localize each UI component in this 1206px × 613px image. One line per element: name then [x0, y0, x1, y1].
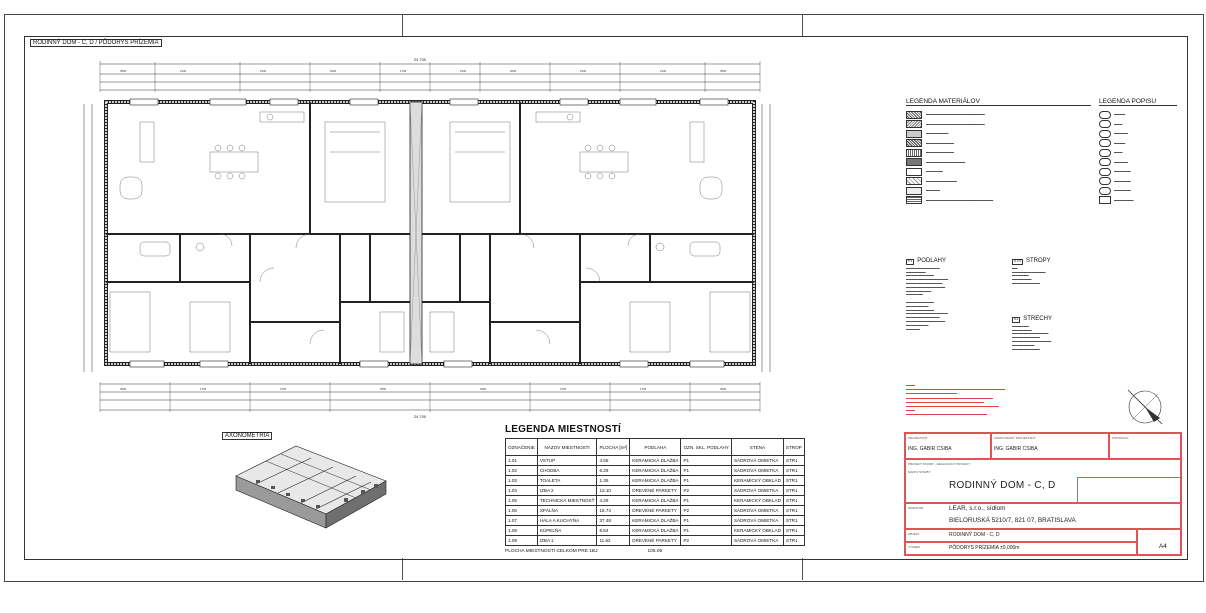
building-name: RODINNÝ DOM - C, D — [949, 480, 1056, 491]
legend-item — [1099, 196, 1177, 206]
table-cell: P1 — [681, 456, 731, 466]
table-cell: 1.03 — [506, 476, 538, 486]
svg-text:1500: 1500 — [460, 69, 467, 73]
hatch-swatch — [906, 177, 922, 185]
svg-text:2600: 2600 — [510, 69, 517, 73]
review-label: KONTROLA — [1112, 436, 1129, 440]
table-cell: KERAMICKÁ DLAŽBA — [630, 526, 681, 536]
table-cell: STR1 — [783, 466, 804, 476]
stage-label: PROJEKT STAVBY - REALIZAČNÝ PROJEKT — [908, 462, 971, 466]
table-cell: SÁDROVÁ OMIETKA — [731, 536, 783, 546]
circle-symbol-icon — [1099, 139, 1111, 147]
fold-mark — [802, 14, 803, 36]
table-row — [506, 526, 805, 536]
legend-item — [906, 110, 1091, 120]
table-cell: 4.29 — [597, 496, 630, 506]
table-cell: 4.65 — [597, 456, 630, 466]
table-row — [506, 516, 805, 526]
investor-line2: BIELORUSKÁ 5210/7, 821 07, BRATISLAVA — [949, 517, 1076, 524]
circle-symbol-icon — [1099, 149, 1111, 157]
col-header: STENA — [731, 439, 783, 456]
table-cell: 12.10 — [597, 486, 630, 496]
room-total — [505, 549, 795, 554]
col-header: NÁZOV MIESTNOSTI — [537, 439, 597, 456]
circle-symbol-icon — [1099, 120, 1111, 128]
legend-text-lines: ▬▬▬▬▬▬▬▬▬▬▬▬▬▬▬▬▬▬▬▬▬ — [926, 121, 985, 126]
sheet-format: A4 — [1159, 543, 1167, 550]
circle-symbol-icon — [1099, 158, 1111, 166]
circle-symbol-icon — [1099, 187, 1111, 195]
table-cell: 1.05 — [506, 496, 538, 506]
table-cell: SPÁLŇA — [537, 506, 597, 516]
col-header: OZN. SKL. PODLAHY — [681, 439, 731, 456]
table-row — [506, 466, 805, 476]
legend-item — [906, 139, 1091, 149]
table-cell: P2 — [681, 506, 731, 516]
building-label: NÁZOV STAVBY — [908, 470, 931, 474]
designer-value: ING. GABIR CSIBA — [908, 446, 952, 452]
svg-text:2550: 2550 — [480, 387, 487, 391]
legend-text-lines: ▬▬▬ — [1114, 150, 1123, 155]
table-cell: TECHNICKÁ MIESTNOSŤ — [537, 496, 597, 506]
legend-item — [1099, 139, 1177, 149]
table-cell: SÁDROVÁ OMIETKA — [731, 506, 783, 516]
circle-symbol-icon — [1099, 168, 1111, 176]
circle-symbol-icon — [1099, 130, 1111, 138]
legend-item — [906, 167, 1091, 177]
drawing-name-value: PÔDORYS PRÍZEMIA ±0,000m — [949, 545, 1020, 551]
floors-spec — [906, 259, 1001, 331]
legend-text-lines: ▬▬▬▬▬▬▬▬▬▬ — [926, 140, 954, 145]
ceilings-title: STROPY — [1026, 258, 1051, 264]
legend-item — [1099, 158, 1177, 168]
table-cell: STR1 — [783, 476, 804, 486]
table-cell: KERAMICKÁ DLAŽBA — [630, 496, 681, 506]
table-cell: DREVENÉ PARKETY — [630, 506, 681, 516]
table-cell: KERAMICKÁ DLAŽBA — [630, 476, 681, 486]
table-cell: STR1 — [783, 506, 804, 516]
legend-text-lines: ▬▬▬▬▬▬ — [926, 169, 943, 174]
title-block — [904, 432, 1182, 556]
svg-text:2550: 2550 — [380, 387, 387, 391]
roofs-spec — [1012, 317, 1100, 351]
room-total-label: PLOCHA MIESTNOSTÍ CELKOM PRE 1BJ — [505, 549, 598, 554]
table-cell: TOALETA — [537, 476, 597, 486]
table-cell: HALA A KUCHYŇA — [537, 516, 597, 526]
floors-spec-heading — [906, 259, 1001, 265]
legend-item — [906, 186, 1091, 196]
stamp-cell — [1077, 477, 1181, 503]
circle-symbol-icon — [1099, 111, 1111, 119]
object-value: RODINNÝ DOM - C, D — [949, 532, 1000, 538]
col-header: PODLAHA — [630, 439, 681, 456]
legend-text-lines: ▬▬▬▬▬▬ — [1114, 188, 1131, 193]
table-cell: SÁDROVÁ OMIETKA — [731, 456, 783, 466]
axonometry-view — [226, 436, 396, 531]
hatch-swatch — [906, 139, 922, 147]
responsible-designer-value: ING. GABIR CSIBA — [994, 446, 1038, 452]
legend-item — [1099, 129, 1177, 139]
table-cell: P1 — [681, 476, 731, 486]
legend-item — [1099, 148, 1177, 158]
legend-text-lines: ▬▬▬▬▬▬ — [1114, 169, 1131, 174]
circle-symbol-icon — [1099, 177, 1111, 185]
table-cell: VSTUP — [537, 456, 597, 466]
legend-item — [906, 158, 1091, 168]
table-cell: STR1 — [783, 486, 804, 496]
axonometry-label: AXONOMETRIA — [222, 432, 272, 440]
table-cell: 6.29 — [597, 466, 630, 476]
hatch-swatch — [906, 111, 922, 119]
description-legend — [1099, 98, 1177, 205]
table-cell: KERAMICKÁ DLAŽBA — [630, 456, 681, 466]
table-cell: 1.02 — [506, 466, 538, 476]
north-arrow-icon — [1120, 382, 1170, 432]
investor-label: INVESTOR — [908, 506, 924, 510]
legend-item — [906, 129, 1091, 139]
floors-tag: P1 — [908, 259, 913, 263]
legend-text-lines: ▬▬▬▬▬▬▬ — [1114, 197, 1134, 202]
overall-dimension: 24 700 — [413, 414, 427, 419]
legend-text-lines: ▬▬▬▬ — [1114, 140, 1126, 145]
hatch-swatch — [906, 196, 922, 204]
table-cell: P1 — [681, 516, 731, 526]
roofs-title: STRECHY — [1023, 316, 1052, 322]
drawing-title: RODINNÝ DOM - C, D / PÔDORYS PRÍZEMIA — [30, 39, 162, 47]
fold-mark — [402, 14, 403, 36]
drawing-name-label: VÝKRES — [908, 545, 921, 549]
svg-text:3550: 3550 — [720, 69, 727, 73]
table-cell: P1 — [681, 496, 731, 506]
legend-item — [1099, 177, 1177, 187]
legend-text-lines: ▬▬▬▬▬ — [1114, 159, 1128, 164]
table-cell: 37.48 — [597, 516, 630, 526]
svg-text:2500: 2500 — [330, 69, 337, 73]
drawing-name-cell — [905, 542, 1137, 555]
roofs-spec-heading — [1012, 317, 1100, 323]
room-table-header — [506, 439, 805, 456]
designer-label: PROJEKTANT — [908, 436, 928, 440]
floor-plan — [80, 52, 780, 422]
room-legend — [505, 424, 802, 554]
table-cell: KERAMICKÁ DLAŽBA — [630, 466, 681, 476]
investor-cell — [905, 503, 1181, 529]
table-cell: DREVENÉ PARKETY — [630, 536, 681, 546]
legend-text-lines: ▬▬▬▬▬▬▬▬ — [926, 131, 949, 136]
table-row — [506, 476, 805, 486]
legend-text-lines: ▬▬▬▬▬▬▬▬▬▬▬▬▬▬▬▬▬▬▬▬▬ — [926, 112, 985, 117]
ceilings-spec-heading — [1012, 259, 1092, 265]
table-cell: STR1 — [783, 496, 804, 506]
format-cell — [1137, 529, 1181, 555]
legend-item — [1099, 186, 1177, 196]
ceilings-tag: STR — [1014, 259, 1021, 263]
svg-text:2100: 2100 — [660, 69, 667, 73]
svg-text:1500: 1500 — [580, 69, 587, 73]
table-cell: 8.54 — [597, 526, 630, 536]
table-cell: STR1 — [783, 526, 804, 536]
legend-text-lines: ▬▬▬▬▬▬▬▬▬▬▬▬▬▬▬▬▬▬▬▬▬▬▬▬ — [926, 197, 994, 202]
legend-item — [906, 196, 1091, 206]
col-header: STROP — [783, 439, 804, 456]
svg-text:1750: 1750 — [400, 69, 407, 73]
svg-text:3500: 3500 — [720, 387, 727, 391]
table-cell: STR1 — [783, 516, 804, 526]
material-legend — [906, 98, 1091, 205]
circle-symbol-icon — [1099, 196, 1111, 204]
table-cell: KERAMICKÝ OBKLAD — [731, 476, 783, 486]
table-cell: 1.07 — [506, 516, 538, 526]
table-cell: SÁDROVÁ OMIETKA — [731, 516, 783, 526]
svg-text:1750: 1750 — [640, 387, 647, 391]
hatch-swatch — [906, 120, 922, 128]
svg-text:2750: 2750 — [560, 387, 567, 391]
room-legend-title: LEGENDA MIESTNOSTÍ — [505, 424, 622, 435]
notes-block: ▬▬▬ ▬▬▬▬▬▬▬▬▬▬▬▬▬▬▬▬▬▬▬▬▬▬▬▬▬▬▬▬▬▬▬▬▬ ▬▬▬▬▬▬▬▬▬▬▬▬▬▬▬▬▬ ▬▬▬▬▬▬▬▬▬▬▬▬▬▬▬▬▬▬▬▬▬▬▬▬▬▬▬▬▬ ▬▬▬▬▬▬▬▬▬▬▬▬▬▬▬▬▬▬▬▬▬▬▬▬▬▬ ▬▬▬▬▬▬▬▬▬▬▬▬▬▬▬▬▬▬▬▬▬▬▬▬▬▬▬▬▬▬▬ ▬▬▬ ▬▬▬▬▬▬▬▬▬▬▬▬▬▬▬▬▬▬▬▬▬▬▬▬▬▬▬ — [906, 383, 1005, 417]
svg-text:3550: 3550 — [120, 69, 127, 73]
legend-text-lines: ▬▬▬▬▬▬▬▬▬▬▬▬▬▬ — [926, 159, 966, 164]
legend-item — [906, 120, 1091, 130]
hatch-swatch — [906, 187, 922, 195]
legend-text-lines: ▬▬▬▬▬▬▬▬▬▬ — [926, 150, 954, 155]
table-row — [506, 496, 805, 506]
room-table — [505, 438, 805, 546]
table-row — [506, 486, 805, 496]
svg-text:2750: 2750 — [280, 387, 287, 391]
legend-item — [906, 148, 1091, 158]
description-legend-title: LEGENDA POPISU — [1099, 98, 1177, 106]
legend-text-lines: ▬▬▬▬▬ — [926, 188, 940, 193]
legend-item — [1099, 120, 1177, 130]
fold-mark — [802, 558, 803, 580]
col-header: OZNAČENIE — [506, 439, 538, 456]
roofs-tag: S1 — [1014, 317, 1019, 321]
svg-text:1750: 1750 — [200, 387, 207, 391]
legend-item — [1099, 110, 1177, 120]
svg-text:3500: 3500 — [120, 387, 127, 391]
hatch-swatch — [906, 130, 922, 138]
table-row — [506, 536, 805, 546]
table-cell: IZBA 2 — [537, 486, 597, 496]
legend-text-lines: ▬▬▬▬▬▬ — [1114, 178, 1131, 183]
floors-title: PODLAHY — [917, 258, 946, 264]
table-cell: P1 — [681, 466, 731, 476]
table-cell: 15.74 — [597, 506, 630, 516]
overall-dimension: 24 700 — [413, 57, 427, 62]
material-legend-title: LEGENDA MATERIÁLOV — [906, 98, 1091, 106]
responsible-designer-label: ZODPOVEDNÝ PROJEKTANT — [994, 436, 1036, 440]
svg-text:1500: 1500 — [260, 69, 267, 73]
table-row — [506, 456, 805, 466]
ceilings-spec — [1012, 259, 1092, 286]
table-cell: 11.62 — [597, 536, 630, 546]
table-cell: CHODBA — [537, 466, 597, 476]
hatch-swatch — [906, 158, 922, 166]
table-cell: SÁDROVÁ OMIETKA — [731, 486, 783, 496]
legend-item — [906, 177, 1091, 187]
table-cell: KERAMICKÁ DLAŽBA — [630, 516, 681, 526]
table-cell: KÚPEĽŇA — [537, 526, 597, 536]
table-cell: P2 — [681, 536, 731, 546]
spec-text-lines: ▬▬▬▬▬▬▬▬▬▬▬▬ ▬▬▬▬▬▬▬ ▬▬▬▬▬▬▬▬▬▬ ▬▬▬▬▬▬▬▬▬▬▬▬▬▬▬ ▬▬▬▬▬▬▬▬▬▬▬▬▬ ▬▬▬▬▬▬▬▬▬▬▬▬▬▬ ▬▬▬▬▬▬▬▬▬ ▬▬▬▬▬▬ ▬▬▬▬▬▬▬▬▬▬ ▬▬▬▬▬▬▬▬ ▬▬▬▬▬▬▬▬▬▬ ▬▬▬▬▬▬▬▬▬▬▬▬▬▬▬ ▬▬▬▬▬▬▬▬▬▬▬▬ ▬▬▬▬▬▬▬▬▬▬▬▬▬▬ ▬▬▬▬▬▬▬▬ ▬▬▬▬▬ — [906, 265, 948, 331]
table-row — [506, 506, 805, 516]
legend-text-lines: ▬▬▬▬▬▬▬▬▬▬▬ — [926, 178, 957, 183]
legend-text-lines: ▬▬▬▬ — [1114, 112, 1126, 117]
table-cell: P2 — [681, 486, 731, 496]
table-cell: KERAMICKÝ OBKLAD — [731, 526, 783, 536]
hatch-swatch — [906, 149, 922, 157]
table-cell: SÁDROVÁ OMIETKA — [731, 466, 783, 476]
table-cell: 1.01 — [506, 456, 538, 466]
spec-text-lines: ▬▬▬▬▬▬ ▬▬▬▬▬▬▬ ▬▬▬▬▬▬▬▬▬▬▬▬▬ ▬▬▬▬▬▬▬▬▬▬ ▬▬▬▬▬▬▬▬▬▬▬▬▬▬ ▬▬▬▬▬▬▬▬ ▬▬▬▬▬▬▬▬▬▬ — [1012, 323, 1052, 351]
object-cell — [905, 529, 1137, 542]
hatch-swatch — [906, 168, 922, 176]
svg-text:2100: 2100 — [180, 69, 187, 73]
table-cell: 1.09 — [506, 536, 538, 546]
col-header: PLOCHA [m²] — [597, 439, 630, 456]
table-cell: 1.35 — [597, 476, 630, 486]
table-cell: DREVENÉ PARKETY — [630, 486, 681, 496]
legend-text-lines: ▬▬▬▬▬ — [1114, 131, 1128, 136]
legend-text-lines: ▬▬▬ — [1114, 121, 1123, 126]
investor-line1: LEAR, s.r.o., sídlom — [949, 505, 1006, 512]
table-cell: P1 — [681, 526, 731, 536]
table-cell: 1.08 — [506, 526, 538, 536]
object-label: OBJEKT — [908, 532, 920, 536]
table-cell: 1.06 — [506, 506, 538, 516]
room-total-value: 105.05 — [647, 549, 663, 554]
table-cell: KERAMICKÝ OBKLAD — [731, 496, 783, 506]
legend-item — [1099, 167, 1177, 177]
table-cell: 1.04 — [506, 486, 538, 496]
table-cell: IZBA 1 — [537, 536, 597, 546]
table-cell: STR1 — [783, 536, 804, 546]
spec-text-lines: ▬▬ ▬▬▬▬▬▬▬▬▬▬▬▬ ▬▬▬▬▬▬ ▬▬▬▬▬▬▬ ▬▬▬▬▬▬▬▬▬▬ — [1012, 265, 1046, 285]
table-cell: STR1 — [783, 456, 804, 466]
fold-mark — [402, 558, 403, 580]
